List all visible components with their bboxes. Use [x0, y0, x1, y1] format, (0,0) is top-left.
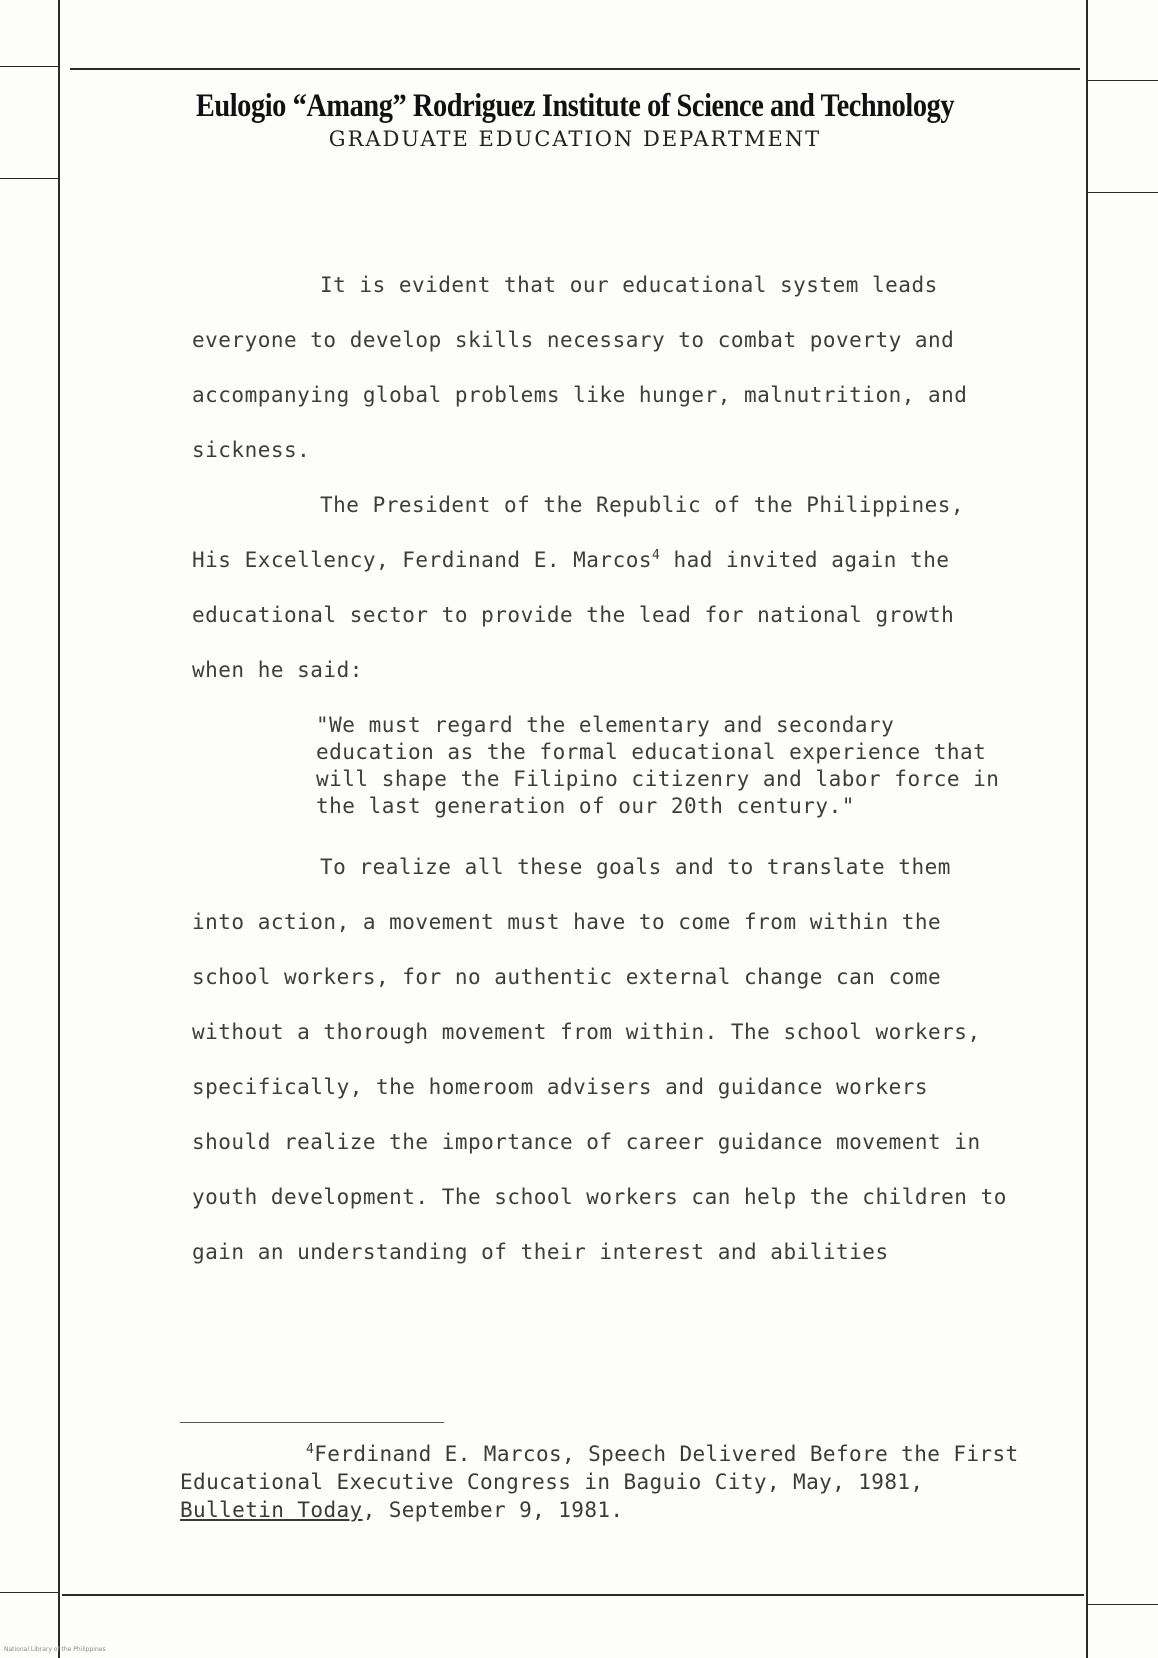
institution-name: Eulogio “Amang” Rodriguez Institute of Science and Technology [195, 88, 955, 124]
block-quote: "We must regard the elementary and secondary education as the formal educational experience that will shape the Filipino citizenry and labor force in the last generation of our 20th century." [316, 713, 1000, 818]
footnote [180, 1440, 1040, 1524]
frame-line [1088, 80, 1158, 81]
department-name: GRADUATE EDUCATION DEPARTMENT [328, 127, 822, 151]
paragraph-2-text-cont: had invited again the educational sector to provide the lead for national growth when he said: [192, 548, 955, 682]
footnote-reference: 4 [652, 548, 661, 563]
frame-line [1088, 1604, 1158, 1605]
footnote-separator [180, 1422, 444, 1423]
frame-line [1088, 192, 1158, 193]
header-top-rule [70, 68, 1080, 70]
paragraph-3: To realize all these goals and to translate them into action, a movement must have to come from within the school workers, for no authentic external change can come without a thorough movement from within. The school workers, specifically, the homeroom advisers and guidance workers should realize the importance of career guidance movement in youth development. The school workers can help the children to gain an understanding of their interest and abilities [192, 855, 1007, 1264]
frame-line [0, 1592, 58, 1593]
footnote-text [180, 1440, 1040, 1524]
paragraph-2-text: The President of the Republic of the Philippines, His Excellency, Ferdinand E. Marcos [192, 493, 965, 572]
footnote-publication: Bulletin Today [180, 1498, 363, 1522]
frame-line [0, 66, 60, 67]
bottom-rule [62, 1594, 1084, 1596]
paragraph-1: It is evident that our educational system leads everyone to develop skills necessary to combat poverty and accompanying global problems like hunger, malnutrition, and sickness. [192, 273, 968, 462]
paragraph-2 [192, 478, 1012, 698]
frame-line [0, 178, 60, 179]
body-text [192, 258, 1012, 1280]
scan-credit: National Library of the Philippines [4, 1646, 106, 1653]
letterhead [100, 88, 1050, 151]
footnote-citation: Ferdinand E. Marcos, Speech Delivered Before the First Educational Executive Congress in Baguio City, May, 1981, [180, 1442, 1019, 1494]
right-margin-line [1086, 0, 1088, 1658]
footnote-number: 4 [306, 1442, 315, 1457]
left-margin-line [58, 0, 60, 1658]
footnote-date: , September 9, 1981. [362, 1498, 624, 1522]
